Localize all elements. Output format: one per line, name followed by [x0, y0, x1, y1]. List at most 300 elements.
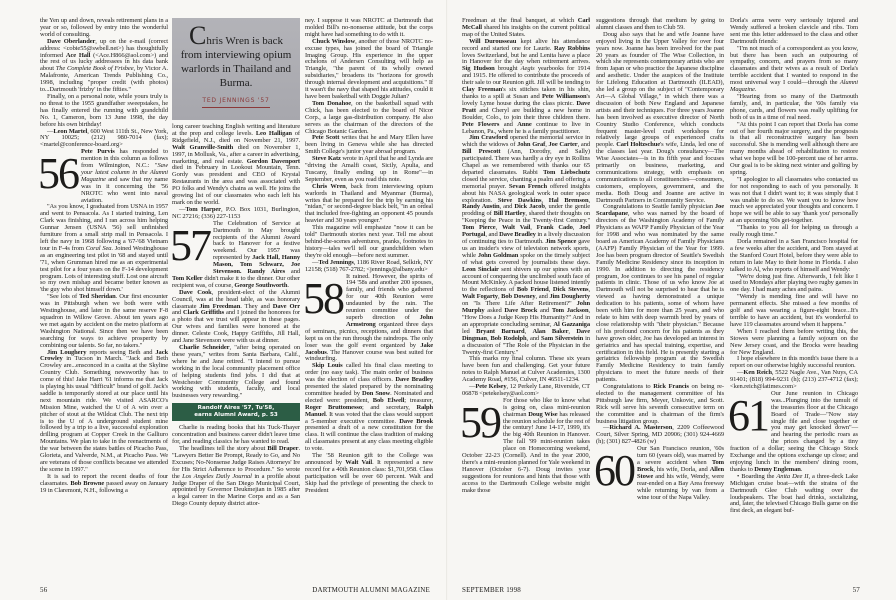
name-bold: Bob Elwell: [372, 396, 405, 404]
name-bold: Sam Silverstein: [541, 334, 584, 342]
class-year-numeral: 58: [303, 273, 343, 323]
name-bold: Dave Pratt: [462, 99, 590, 114]
text-run: .: [287, 281, 289, 289]
name-bold: Dave Orr: [272, 302, 300, 310]
paragraph: [730, 46, 858, 94]
text-run: , who was named by the board of directors of the Washington Academy of Family Physicians as WAFP Family Physician of the Year for 1998 and who was nominated by the same board as American Academy of Family Physicians (AAFP) Family Physician of the Year for 1999. Joe has been program director of Seattle's Swedish Family Medicine Residency since its inception in 1990. In addition to directing the residency program, Joe continues to see his panel of regular patients in clinic. Those of us who know Joe at Dartmouth will not be surprised to hear that he is viewed as having demonstrated a unique dedication to his patients, some of whom have been with him for more than 25 years, and who relate to him with deep warmth bred by years of close relationship with "their physician." Because of his profound concern for his patients as they have grown older, Joe has developed an interest in geriatrics and has special training, expertise, and certification in this field. He is presently starting a geriatrics fellowship program at the Swedish Family Medicine Residency to train family physicians to meet the future needs of their patients.: [596, 210, 724, 384]
name-bold: Dick Stevens: [552, 286, 589, 294]
text-run: Doug also says that he and wife Joanne have enjoyed living in the Upper Valley for over four years now. Joanne has been involved for the past 20 years as founder of The Wise Collection, in which she represents contemporary artists who are from Japan or who practice the Japanese discipline and aesthetic. Under the auspices of the Institute for Lifelong Education at Dartmouth (ILEAD), she led a group on the subject of "Contemporary Art—A Global Village," in which there was a discussion of both New England and Japanese artists and their techniques. For three years Joanne has been involved as executive director of North Country Studio Conference, which conducts frequent master-level craft workshops for relatively large groups of experienced crafts people.: [596, 30, 724, 149]
text-run: , his wife, Dorla, and: [653, 465, 710, 473]
name-bold: Pete Kelsey: [475, 383, 507, 391]
name-bold: Clay Freeman: [462, 86, 503, 94]
paragraph: [40, 294, 168, 349]
paragraph: [172, 446, 300, 508]
paragraph: [305, 39, 433, 101]
name-bold: Tom Pierce: [462, 224, 496, 232]
name-bold: Tom Donahoe: [312, 99, 352, 107]
paragraph: [730, 122, 858, 177]
name-bold: Ace Hall: [65, 51, 91, 59]
text-run: . Joined Westinghouse as an engineering test pilot in '68 and stayed until '71, when Grumman hired me as an experimental test pilot for a four years on the F-14 development program. Lots of interesting stuff. Lost one aircraft so my own mishap and became better known as 'the guy who shot himself down.': [40, 244, 169, 294]
paragraph: [40, 94, 168, 129]
class-year-numeral: 60: [594, 446, 634, 496]
paragraph: [305, 18, 433, 39]
name-bold: Tom Keller: [172, 274, 203, 282]
column-1: [40, 18, 168, 495]
name-bold: Frank Cado: [536, 224, 573, 232]
text-run: , up on the e-mail (correct address: <cobie55@swbell.net>) has thoughtfully informed: [40, 37, 168, 59]
text-run: , president-elect of the Alumni Council, was at the head table, as was honorary classmate: [172, 288, 300, 310]
name-bold: Denny Engleman: [754, 465, 801, 473]
text-run: —: [179, 205, 186, 213]
paragraph: [730, 225, 858, 239]
paragraph: [730, 474, 858, 515]
text-run: "Hearing from so many of the Dartmouth family, and, in particular, the '60s family via phone, cards, and flowers was really uplifting for both of us in a time of real need.: [730, 92, 858, 121]
name-bold: Pete Scott: [312, 134, 340, 142]
name-bold: Jake Jacobus: [305, 341, 433, 356]
name-bold: Jim Freedman: [199, 302, 241, 310]
text-run: —: [47, 127, 54, 135]
paragraph: [305, 156, 433, 184]
text-run: in a discussion of "The Role of the Physician in the Twenty-first Century.": [462, 334, 590, 356]
text-run: sent shivers up our spines with an account of conquering the unclimbed south face of Mount McKinley. A packed house listened intently to the reflections of: [462, 265, 590, 294]
text-run: wrote in April that he and Lynda are "driving the Amalfi coast, Sicily, Apulia, and Tuscany, finally ending up in Rome"—in September, even as you read this note.: [305, 155, 434, 183]
paragraph: [172, 124, 300, 207]
paragraph: [730, 94, 858, 122]
column-2: [172, 18, 300, 508]
class-section-start: [730, 391, 858, 474]
paragraph: [596, 384, 724, 425]
paragraph: [462, 384, 590, 398]
class-year-numeral: 56: [38, 149, 78, 199]
name-bold: Doug Wise: [528, 410, 558, 418]
text-run: ,: [486, 334, 491, 342]
text-run: It rained. However, the spirits of 194 '58s and another 200 spouses, family, and friends who gathered for our 40th Reunion were undaunted by the rain. The reunion committee under the superb direction of: [346, 272, 433, 321]
text-run: The headlines tell the story about: [179, 444, 268, 452]
paragraph: [596, 204, 724, 384]
text-run: , 12 Perkely Lane, Riverside, CT 06878 <petekelsey@aol.com>: [462, 383, 590, 397]
name-bold: Rick Francis: [653, 383, 689, 391]
paragraph: [305, 184, 433, 225]
text-run: ; and secretary,: [361, 403, 417, 411]
name-bold: Anne: [517, 120, 532, 128]
name-bold: Joel Portugal: [462, 224, 590, 239]
paragraph: [730, 329, 858, 357]
text-run: , 600 West 111th St., New York, NY 10025; (212) 980-7014 (fax); <martel@conference-board.org>: [40, 127, 168, 149]
paragraph: [172, 207, 300, 221]
name-bold: Don Snow: [362, 389, 391, 397]
paragraph: [172, 425, 300, 446]
paragraph: [40, 474, 168, 495]
text-run: "At this point I can report that Dorla has come out of her fourth major surgery, and the prognosis is that all reconstructive surgery has been successful. She is mending well although there are many months ahead of rehabilitation to restore what we hope will be 100-percent use of her arms. Our goal is to be skiing next winter and golfing by spring.: [730, 120, 858, 176]
name-bold: Dave Bradley: [395, 376, 433, 384]
paragraph: [40, 39, 168, 94]
text-run: , "How Does a Judge Keep His Humanity?" And in an appropriate concluding seminar,: [462, 307, 590, 328]
name-bold: Steve Dawkins: [497, 196, 542, 204]
name-bold: Tom Liebschutz: [543, 168, 591, 176]
text-run: ,: [524, 327, 533, 335]
class-section-start: [596, 446, 724, 501]
title-italic: Aegis: [520, 65, 535, 73]
text-run: , and: [577, 141, 591, 149]
text-run: ,: [541, 196, 549, 204]
text-run: and: [172, 309, 184, 317]
text-run: ,: [588, 196, 590, 204]
running-head-date: SEPTEMBER 1998: [462, 586, 522, 594]
text-run: died in February in Lookout Mountain, Tenn. Gordy was president and CEO of Krystal Restaurants in the area and was associated with PO folks and Wendy's chains as well. He joins the growing list of our classmates who each left his mark on the world.: [172, 164, 300, 206]
text-run: —: [312, 258, 319, 266]
text-run: and saw that my name was in it concerning the '56 NROTC who went into naval aviation.: [81, 175, 168, 204]
class-year-numeral: 59: [460, 397, 500, 447]
text-run: "I'm not much of a correspondent as you know, but there has been such an outpouring of sympathy, concern, and prayers from so many classmates and their wives as a result of Dorla's terrible accident that I wanted to respond in the most universal way I could—through the: [730, 44, 858, 87]
text-run: ,: [572, 224, 580, 232]
name-bold: Bryant Barnard: [476, 327, 525, 335]
right-page: [448, 0, 896, 600]
class-section-start: [305, 274, 433, 364]
text-run: Our June reunion in Chicago was...Plunging into the tumult of the treasuries floor at the Chicago Board of Trade—"Now stay single file and close together or you may get knocked down"—and hearing the periodic roars as the prices changed by a tiny fraction of a dollar; seeing the Chicago Stock Exchange and the options exchange up close; and enjoying lunch in the members' dining room, thanks to: [730, 389, 858, 473]
name-bold: Leon Martel: [53, 127, 88, 135]
text-run: —: [469, 383, 476, 391]
name-bold: Jim Spence: [545, 238, 577, 245]
name-bold: John Goldman: [477, 251, 519, 259]
title-italic: Coral Sea: [85, 244, 112, 252]
text-run: offered insights about his NASA geological work in outer space exploration.: [462, 182, 590, 204]
name-bold: Sig Hudson: [462, 65, 495, 73]
text-run: , and: [535, 293, 550, 301]
paragraph: [305, 135, 433, 156]
text-run: (Ann, Dorothy, and Sally) participated. There was hardly a dry eye in Rollins Chapel as we remembered with thanks our 65 departed classmates. Rabbi: [462, 148, 590, 176]
text-run: brought: [494, 65, 521, 73]
text-run: gave us an insider's view of television network sports, while: [462, 238, 590, 259]
text-run: suggestions through that medium by going to alumni classes and then to Club 59.: [596, 17, 724, 31]
name-bold: Skip Louis: [312, 362, 343, 370]
class-section-start: [462, 398, 590, 495]
paragraph: [730, 18, 858, 46]
text-run: and Cheryl are building a new home in Boulder, Colo., to join their three children there.: [462, 106, 590, 121]
name-bold: Bill Prescott: [462, 148, 501, 156]
text-run: asked: [484, 307, 505, 315]
text-run: , P.O. Box 1031, Burlington, NC 27216; (336) 227-1153: [172, 205, 301, 220]
text-run: Charlie is reading books that his Tuck-Thayer concentration and business career didn't leave time for, and reading classics he has wanted to read.: [172, 424, 300, 446]
text-run: , under the gentle prodding of: [462, 203, 590, 218]
paragraph: [172, 290, 300, 345]
text-run: 's six stitches taken in his shin, thanks to a spill at Susan and: [462, 86, 590, 100]
title-italic: The Complete Book of Frisbee: [55, 65, 134, 73]
name-bold: Dave Cook: [179, 288, 212, 296]
class-section-start: [40, 149, 168, 204]
name-bold: Tom Harper: [185, 205, 221, 213]
text-run: .: [800, 465, 803, 473]
text-run: Freedman at the final banquet, at which: [462, 17, 578, 24]
column-3: [305, 18, 433, 495]
pull-quote-body: hris Wren is back from interviewing opium warlords in Thailand and Burma.: [180, 35, 292, 89]
text-run: . "Lawyers Better Be Prompt, Ready to Go, and No Excuses; No-Nonsense Judge Raises Attorneys' Ire for His Strict Adherence to Procedure." So wrote the: [172, 444, 300, 480]
pull-quote-attribution: TED JENNINGS '57: [202, 97, 269, 108]
paragraph: [730, 370, 858, 391]
paragraph: [172, 345, 300, 400]
text-run: ,: [530, 224, 537, 232]
text-run: "As you know, I graduated from USNA in 1957 and went to Pensacola. As I started training, Len Clark was finishing, and I ran across him helping Gunnar Jensen (USNA '56) sell unfinished furniture from a small strip mall in Pensacola. I left the navy in 1968 following a '67-'68 Vietnam tour in F-4s from: [40, 203, 168, 252]
name-bold: Chuck Winslow: [312, 37, 356, 45]
text-run: passed away on January 19 in Claremont, N.H., following a: [40, 479, 168, 494]
text-run: , and: [526, 334, 542, 342]
name-bold: Bob Friend: [516, 286, 549, 294]
text-run: "We're doing just fine. Afterwards, I felt like I used to Mondays after playing two rugby games in one day. I had many aches and pains.: [730, 272, 858, 294]
name-bold: Will Durousseau: [469, 37, 517, 45]
paragraph: [40, 129, 168, 150]
text-run: .: [754, 86, 757, 94]
text-run: writes that he and Mary Ellen have been living in Geneva while she has directed Smith College's junior year abroad program.: [305, 134, 434, 156]
text-run: ,: [548, 286, 553, 294]
name-bold: Jim Dougherty: [549, 293, 590, 301]
text-run: , 2209 Coffeewood Court, Silver Spring, MD 20906; (301) 924-4669 (h); (301) 827-4826 (w): [596, 424, 724, 446]
title-italic: Anita Dee II: [776, 472, 809, 480]
page-number-right: 57: [852, 586, 860, 594]
paragraph: [596, 425, 724, 446]
text-run: . The Hanover course was best suited for windsurfing.: [305, 348, 433, 363]
text-run: • Boarding the: [737, 472, 777, 480]
class-year-numeral: 57: [170, 220, 210, 270]
text-run: led: [462, 327, 477, 335]
name-bold: Pete Flowers: [462, 120, 500, 128]
text-run: ,: [568, 327, 577, 335]
text-run: ,: [545, 141, 549, 149]
text-run: The Celebration of Service at Dartmouth in May brought recipients of the Alumni Award back to Hanover for a festive weekend. Our 1957 was represented by: [213, 219, 300, 262]
text-run: ney. I suppose it was NROTC at Dartmouth that molded Bill's no-nonsense attitude, but the corps might have had something to do with it.: [305, 17, 433, 38]
text-run: The '58 Reunion gift to the College was announced by: [305, 452, 433, 466]
name-bold: Walt Fogarty: [462, 293, 498, 301]
text-run: organized three days of seminars, picnics, receptions, and dinners that kept us on the run through the raindrops. The only loser was the golf event organized by: [305, 320, 433, 349]
text-run: in a lively discussion of continuing ties to Dartmouth.: [462, 231, 591, 245]
text-run: "Wendy is mending fine and will have no permanent effects. She missed a few months of golf and was wearing a figure-eight brace...It's terrible to have an accident, but it's wonderful to have 119 classmates around when it happens.": [730, 293, 858, 328]
name-bold: Dick Jacob: [514, 203, 545, 211]
text-run: , "after being operated on these years," writes from Santa Barbara, Calif., where he and Jane retired. "I intend to pursue working in the local community placement office of helping students find jobs. I did that at Westchester Community College and found working with students, faculty, and local businesses very rewarding.": [172, 344, 300, 400]
name-bold: Walt Granville-Smith: [172, 143, 234, 151]
name-bold: George Southworth: [234, 281, 288, 289]
name-bold: Pete Williamson: [542, 92, 587, 100]
text-run: Dorla's arms were very seriously injured and Wendy suffered a broken clavicle and ribs. Tom sent me this letter addressed to the class and other Dartmouth friends:: [730, 17, 858, 45]
name-bold: Chris Wren: [312, 182, 346, 190]
text-run: This magazine will emphasize "now it can be told" Dartmouth stories next year. Tell me about behind-the-scenes adventures, pranks, footnotes to history—tales we'll tell our grandchildren when they're old enough—before next summer.: [305, 224, 433, 259]
text-run: reports seeing Beth and: [86, 348, 156, 356]
name-bold: Bob Browne: [70, 479, 105, 487]
text-run: of Ridgefield, N.J., died on November 21, 1997.: [172, 129, 301, 144]
page-number-left: 56: [40, 586, 48, 594]
text-run: presented the slated prepared by the nominating committee headed by: [305, 383, 433, 397]
name-bold: Bill Hartley: [493, 210, 526, 218]
name-bold: Ray Robbins: [554, 44, 590, 52]
paragraph: [730, 239, 858, 274]
text-run: and: [499, 120, 518, 128]
text-run: the Yen up and down, reveals retirement plans in a year or so, followed by entry into the wonderful world of consulting.: [40, 17, 168, 38]
name-bold: Bob Rodolph: [490, 334, 527, 342]
text-run: (<Ace.H866@aol.com>) and the rest of us lucky addressees in his data bank about: [40, 51, 168, 73]
name-bold: Ralph Manuel: [305, 403, 433, 418]
pull-quote-text: [178, 21, 294, 90]
name-bold: Charlie Schneider: [179, 344, 230, 351]
paragraph: [40, 350, 168, 474]
text-run: "I apologize to all classmates who contacted us for not responding to each of you personally. It was not that I didn't want to; it was simply that I was unable to do so. We want you to know how much we appreciated your thoughts and concern. I hope we will be able to say 'thank you' personally at an upcoming '60s get-together.: [730, 175, 858, 225]
text-run: . It represented a new record for a 40th Reunion class: $1,701,958. Class participation will be over 60 percent. Walt and Skip had the privilege of presenting the check to President: [305, 459, 433, 494]
running-head-magazine: DARTMOUTH ALUMNI MAGAZINE: [312, 586, 430, 594]
text-run: Congratulations to Seattle family physician: [603, 203, 715, 211]
text-run: , back from interviewing opium warlords in Thailand and Myanmar (Burma), writes that he prepared for the trip by earning his "nidan," or second-degree black belt, "in an ordeal that included free-fighting an opponent 45 pounds heavier and 30 years younger.": [305, 182, 434, 225]
title-italic: Los Angeles Daily Journal: [182, 472, 252, 480]
paragraph: [462, 356, 590, 384]
name-bold: Dave Oberlander: [47, 37, 96, 45]
text-run: called his final class meeting to order (no easy task). The main order of business was the election of class officers.: [305, 362, 434, 384]
text-run: loves Switzerland, but he and Lenita have a place in Hanover for the day when retirement arrives.: [462, 51, 590, 66]
paragraph: [596, 32, 724, 205]
column-4: [462, 18, 590, 495]
text-run: continue to live in Lebanon, Pa., where he is a family practitioner.: [462, 120, 590, 135]
name-bold: Gordon Davenport: [246, 157, 300, 165]
name-bold: John Armstrong: [346, 313, 433, 328]
text-run: Our San Francisco reunion, '60s turn 60 (years old), was marred by a severe accident when: [637, 445, 724, 466]
name-bold: John Graf: [517, 141, 546, 149]
name-bold: Steve Katz: [312, 155, 341, 163]
text-run: It is sad to report the recent deaths of four classmates.: [40, 472, 168, 487]
paragraph: [730, 177, 858, 225]
name-bold: Walt Vail: [345, 459, 373, 466]
text-run: , a three-deck Lake Michigan cruise boat—with the strains of the Dartmouth Glee Club wafting over the loudspeakers. The boat had drinks, socializing, and, later, the televised Chicago Bulls game on the first deck, an elegant buf-: [730, 472, 858, 515]
paragraph: [596, 18, 724, 32]
text-run: , and: [499, 203, 515, 211]
text-run: shared his insights on the current political map of the United States.: [462, 23, 590, 38]
text-run: ,: [588, 286, 590, 294]
text-run: . They and: [240, 302, 273, 310]
name-bold: Pete Purvis: [81, 148, 115, 156]
name-bold: Sevan French: [508, 182, 547, 190]
text-run: , by Victor A. Malafronte, American Trends Publishing Co., 1998, including "proper credit (with photos) to...Dartmouth 'frizby' in the fifties.": [40, 65, 168, 94]
text-run: ,: [497, 293, 502, 301]
name-bold: Hal Bremson: [548, 196, 589, 204]
name-bold: Jack Hall, Hanny Mason, Tom Schwarz, Joe Stevenson. Randy Aires: [213, 254, 300, 276]
name-bold: Carl Holtzschue: [616, 141, 661, 149]
name-bold: Tom Jackson: [551, 307, 589, 315]
column-6: [730, 18, 858, 515]
name-bold: Tom Brock: [637, 459, 724, 473]
text-run: ,: [495, 224, 502, 232]
text-run: Congratulations to: [603, 383, 654, 391]
pull-quote-initial: C: [189, 21, 207, 50]
name-bold: Ted Jennings: [318, 258, 354, 266]
text-run: and his wife, Wendy, were rear-ended on a Bay Area freeway while returning by van from a wine tour of the Napa Valley.: [637, 472, 724, 501]
name-bold: Roger Bruttomesso: [305, 403, 362, 411]
text-run: yearbooks for 1914 and 1915. He offered to contribute the proceeds of their sale to our Reunion gift. Jill will be tending to: [462, 65, 590, 87]
paragraph: [40, 204, 168, 294]
text-run: presented a draft of a new constitution for the class. It will continue the class tradition of making all classmates present at any class meeting eligible to vote.: [305, 424, 433, 453]
name-bold: John Murphy: [462, 300, 590, 315]
text-run: , 5522 Nagle Ave., Van Nuys, CA 91401; (818) 994-9231 (h); (213) 237-4712 (fax); <ken.reich@latimes.com>: [730, 369, 859, 391]
name-bold: Dave Brook: [399, 417, 433, 425]
text-run: , another of those NROTC no-excuse types, has joined the board of Triangle Imaging Group. His experience in the upper echelons of Andersen Consulting will help as Triangle, "the parent of its wholly owned subsidiaries," broadens its "horizons for growth through internal development and acquisitions." If it wasn't the navy that shaped his attitudes, could it have been basketball with Doggie Julian?: [305, 37, 433, 100]
text-run: , and: [485, 231, 500, 239]
text-run: spoke on the timely subject of what gets covered by journalists these days.: [462, 251, 590, 266]
title-italic: Saw your latest column in the Alumni Magazine: [81, 162, 168, 183]
name-bold: Al Gazzaniga: [553, 320, 590, 328]
paragraph: [40, 18, 168, 39]
text-run: This marks my final column. These six years have been fun and challenging. Get your future notes to Ralph Manuel at Culver Academies, 1300 Academy Road, #156, Culver, IN 46511-1234.: [462, 355, 590, 384]
class-section-start: [172, 221, 300, 290]
name-bold: Ted Sheridan: [79, 293, 116, 301]
paragraph: [305, 363, 433, 453]
name-bold: Leo Halligan: [255, 129, 292, 137]
text-run: on "Is There Life After Retirement?": [462, 300, 577, 308]
text-run: didn't make it to the dinner. Our other recipient was, of course,: [172, 274, 300, 289]
text-run: in a profile about Judge Draper of the San Diego Municipal Court, appointed by Governor Deukmejian in 1985 after a legal career in the Marine Corps and as a San Diego County deputy district attor-: [172, 472, 300, 508]
paragraph: [305, 225, 433, 260]
text-run: "Thanks to you all for helping us through a really rough time.": [730, 224, 858, 239]
paragraph: [730, 356, 858, 370]
text-run: kept alive his attendance record and started one for Laurie.: [462, 37, 590, 52]
text-run: "See lots of: [47, 293, 80, 301]
name-bold: Walt Vail: [501, 224, 531, 232]
name-bold: Allen Stowe: [637, 465, 724, 480]
text-run: 's lovely Lyme house during the class picnic.: [462, 92, 591, 107]
text-run: ; treasurer,: [404, 396, 433, 404]
text-run: —: [603, 424, 610, 432]
text-run: , on the basketball squad with Chick, has been elected to the board of Nicor Corp., a large gas-distribution company. He also serves as the chairman of the directors of the Chicago Botanic Garden.: [305, 99, 433, 135]
name-bold: Carl McCall: [462, 17, 590, 31]
text-run: has responded to mention in this column as follows from Wilmington, N.C.: ": [81, 148, 168, 170]
text-run: —: [737, 369, 744, 377]
paragraph: [730, 294, 858, 329]
name-bold: Alan Baker: [532, 327, 569, 335]
text-run: long career teaching English writing and literature at the prep and college levels.: [172, 123, 300, 137]
name-bold: Jim Crawford: [469, 134, 508, 142]
name-bold: Bob Downey: [501, 293, 536, 301]
text-run: , shared their thoughts on "Keeping the Peace in the Twenty-first Century.": [462, 210, 591, 225]
text-run: . It was voted that the class would support a 5-member executive committee.: [305, 410, 433, 425]
text-run: Dorla remained in a San Francisco hospital for a few weeks after the accident, and Tom stayed at the Stanford Court Hotel, before they were able to return in late May to their home in Florida. I also talked to Al, who reports of himself and Wendy:: [730, 238, 858, 273]
paragraph: [462, 39, 590, 136]
name-bold: Bill Draper: [267, 444, 299, 452]
cross-reference-callout: [172, 403, 300, 421]
text-run: 's wife, Linda, led one of the classes last year. Doug's consultancy—The Wise Associates—is in its fifth year and focuses primarily on business, marketing, and communications strategy, with emphasis on communications to all constituencies—consumers, customers, employees, government, and the media. Both Doug and Joanne are active in Dartmouth Partners in Community Service.: [596, 141, 724, 204]
text-run: and: [285, 268, 300, 276]
name-bold: Dave Dingman: [462, 327, 590, 342]
column-5: [596, 18, 724, 501]
text-run: , 1186 River Road, Selkirk, NY 12158; (518) 767-2782; <jennings@albany.edu>: [305, 258, 433, 273]
name-bold: Randy Austin: [462, 203, 500, 211]
name-bold: Joe Carter: [548, 141, 578, 149]
title-italic: Alumni Magazine: [730, 79, 858, 94]
paragraph: [462, 135, 590, 356]
text-run: has released the reunion schedule for the rest of the century! June 14-17, 1999, it's the big 40th Reunion in Hanover. The fall '99 mini-reunion takes place on Homecoming weekend, October 22-23 (Cornell). And in the year 2000, there's a mini-reunion planned for Yale weekend in Hanover (October 6-7). Doug invites your suggestions for reunions and hints that those with access to the Dartmouth College website might make those: [462, 410, 591, 494]
name-bold: Jack Crowley: [40, 348, 168, 363]
name-bold: Richard A. Masterson: [609, 424, 673, 432]
callout-line: Randolf Aires '57, Tu'58,: [197, 405, 275, 412]
text-run: died on November 1, 1997, in Mollusk, Va., after a career in advertising, marketing, and real estate.: [172, 143, 300, 165]
paragraph: [305, 101, 433, 136]
class-year-numeral: 61: [728, 390, 768, 440]
callout-line: earns Alumni Award, p. 53: [194, 412, 278, 419]
text-run: on being re-elected to the management committee of his Pittsburgh law firm, Meyer, Unkovic, and Scott. Rick will serve his seventh consecutive term on the committee and is chairman of the firm's business litigation group.: [596, 383, 724, 425]
text-run: I hope elsewhere in this month's issue there is a report on our otherwise highly successful reunion.: [730, 355, 858, 370]
name-bold: Dave Bradley: [499, 231, 536, 239]
name-bold: Leon Sinclair: [462, 265, 499, 273]
text-run: and: [537, 307, 552, 315]
pull-quote: [172, 18, 300, 120]
paragraph: [305, 260, 433, 274]
name-bold: Clark Griffiths: [183, 309, 225, 317]
text-run: and I joined the honorees for a photo that we trust will appear in these pages. Our wives and families were honored at the dinner. Celeste Cook, Happy Griffiths, Jill Hall, and Jane Stevenson were with us at dinner.: [172, 309, 300, 345]
text-run: closed the service, chanting a psalm and offering a memorial prayer.: [462, 175, 590, 190]
text-run: . Our first encounter was in Pittsburgh when we both were with Westinghouse, and later in the same reserve F-8 squadron in Willow Grove. About ten years ago we met again by accident on the metro platform at Washington National. Since then we have been searching for ways to achieve prosperity by combining our talents. So far, no takers.": [40, 293, 168, 349]
text-run: When I reached them before writing this, the Stowes were planning a family sojourn on the New Jersey coast, and the Brocks were heading for New England.: [730, 327, 858, 356]
text-run: opened the memorial service in which the widows of: [462, 134, 590, 149]
paragraph: [730, 274, 858, 295]
